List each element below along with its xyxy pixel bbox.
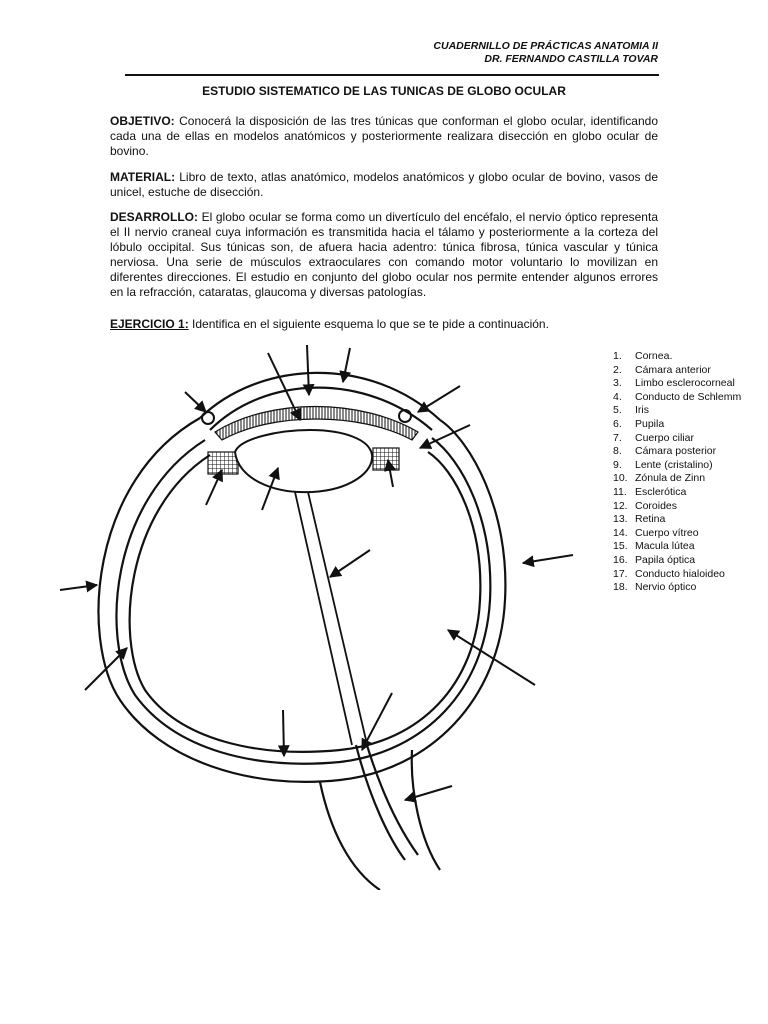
header-line-1: CUADERNILLO DE PRÁCTICAS ANATOMIA II [433, 40, 658, 52]
legend-item: 10. Zónula de Zinn [613, 472, 706, 485]
arrow-pointer [283, 710, 284, 756]
arrow-pointer [420, 425, 470, 448]
legend-item: 2. Cámara anterior [613, 363, 711, 376]
arrow-pointer [418, 386, 460, 412]
legend-item: 7. Cuerpo ciliar [613, 431, 694, 444]
ciliary-body-right [373, 448, 399, 470]
legend-item: 5. Iris [613, 404, 649, 417]
legend-item: 1. Cornea. [613, 350, 673, 362]
header-rule [125, 74, 659, 76]
arrow-pointer [523, 555, 573, 563]
legend-item: 11. Esclerótica [613, 485, 687, 498]
legend-item: 3. Limbo esclerocorneal [613, 377, 735, 390]
legend-item: 4. Conducto de Schlemm [613, 390, 742, 403]
legend-item: 18. Nervio óptico [613, 581, 697, 594]
arrow-pointer [60, 585, 97, 590]
ejercicio-label: EJERCICIO 1: [110, 317, 189, 331]
hyaloid-canal [295, 492, 366, 745]
legend-item: 17. Conducto hialoideo [613, 567, 725, 580]
lens [235, 430, 372, 492]
desarrollo-text: El globo ocular se forma como un divertículo del encéfalo, el nervio óptico representa el II nervio craneal cuya información es transmitida hacia el tálamo y posteriormente a la corteza del lóbulo occipital. Sus túnicas son, de afuera hacia adentro: túnica fibrosa, túnica vascular y túnica nerviosa. Una serie de músculos extraoculares con comando motor voluntario lo movilizan en diferentes direcciones. El estudio en conjunto del globo ocular nos permite entender algunos errores en la refracción, cataratas, glaucoma y diversas patologías. [110, 210, 658, 299]
page-title: ESTUDIO SISTEMATICO DE LAS TUNICAS DE GLOBO OCULAR [202, 84, 566, 98]
arrow-pointer [330, 550, 370, 577]
header-line-2: DR. FERNANDO CASTILLA TOVAR [484, 53, 658, 65]
desarrollo-paragraph [110, 210, 658, 300]
objetivo-paragraph [110, 114, 658, 159]
legend-item: 14. Cuerpo vítreo [613, 526, 699, 539]
ejercicio-text: Identifica en el siguiente esquema lo que se te pide a continuación. [188, 317, 549, 331]
objetivo-text: Conocerá la disposición de las tres túnicas que conforman el globo ocular, identificando cada una de ellas en modelos anatómicos y posteriormente realizara disección en globo ocular de bovino. [110, 114, 658, 158]
material-paragraph [110, 170, 658, 200]
legend-item: 8. Cámara posterior [613, 445, 717, 458]
retina-line [130, 452, 481, 752]
arrow-pointer [185, 392, 206, 412]
arrow-pointer [85, 648, 127, 690]
schlemm-canal-left [202, 412, 214, 424]
optic-nerve [320, 742, 440, 890]
legend-item: 16. Papila óptica [613, 553, 696, 566]
arrow-pointer [448, 630, 535, 685]
legend-item: 6. Pupila [613, 417, 665, 430]
ejercicio-line [110, 317, 549, 331]
arrow-pointer [206, 470, 222, 505]
legend-item: 13. Retina [613, 513, 666, 526]
page-header [433, 40, 658, 66]
eyeball-diagram [0, 330, 600, 890]
ciliary-body-left [208, 452, 238, 474]
legend-item: 9. Lente (cristalino) [613, 458, 713, 471]
objetivo-label: OBJETIVO: [110, 114, 175, 128]
desarrollo-label: DESARROLLO: [110, 210, 198, 224]
material-text: Libro de texto, atlas anatómico, modelos anatómicos y globo ocular de bovino, vasos de unicel, estuche de disección. [110, 170, 658, 199]
legend-item: 15. Macula lútea [613, 540, 695, 553]
legend-list [613, 350, 741, 595]
material-label: MATERIAL: [110, 170, 176, 184]
legend-item: 12. Coroides [613, 499, 678, 512]
arrow-pointer [343, 348, 350, 382]
arrow-pointer [405, 786, 452, 800]
